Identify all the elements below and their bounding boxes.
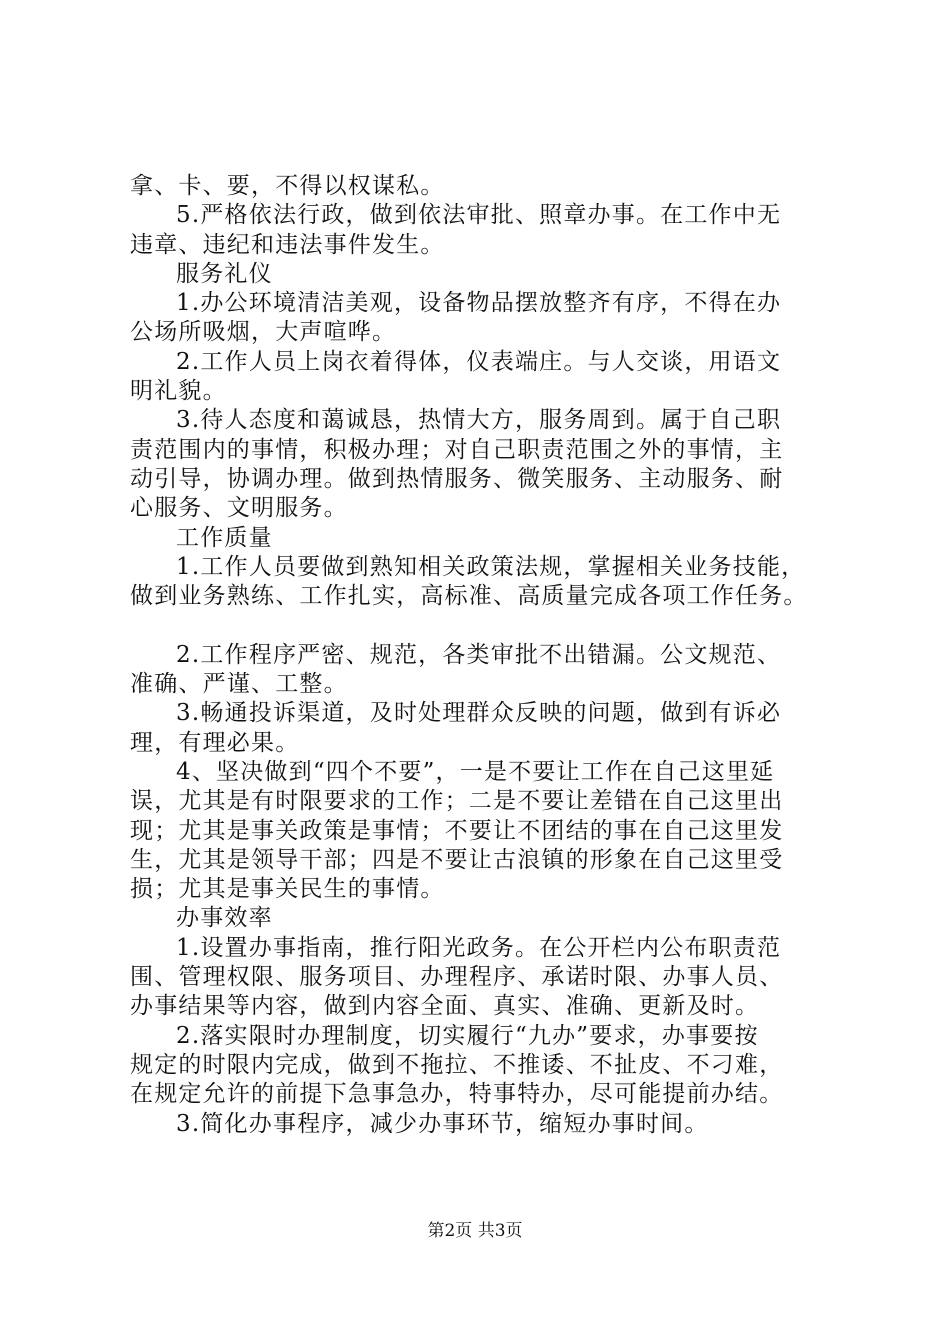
text-line: 2.工作程序严密、规范，各类审批不出错漏。公文规范、	[176, 641, 782, 668]
text-line: 1.办公环境清洁美观，设备物品摆放整齐有序，不得在办	[176, 290, 782, 317]
text-line: 明礼貌。	[130, 378, 227, 405]
text-line: 做到业务熟练、工作扎实，高标准、高质量完成各项工作任务。	[130, 583, 808, 610]
text-line: 4、坚决做到“四个不要”，一是不要让工作在自己这里延	[176, 758, 775, 785]
text-line: 拿、卡、要，不得以权谋私。	[130, 173, 445, 199]
text-line: 3.待人态度和蔼诚恳，热情大方，服务周到。属于自己职	[176, 407, 782, 434]
text-line: 3.简化办事程序，减少办事环节，缩短办事时间。	[176, 1110, 709, 1137]
text-line: 2.工作人员上岗衣着得体，仪表端庄。与人交谈，用语文	[176, 348, 782, 375]
page-number-footer: 第2页 共3页	[427, 1221, 523, 1241]
text-line: 办事效率	[176, 905, 273, 932]
text-line: 规定的时限内完成，做到不拖拉、不推诿、不扯皮、不刁难，	[130, 1051, 784, 1078]
blank-line	[130, 611, 845, 640]
text-line: 1.设置办事指南，推行阳光政务。在公开栏内公布职责范	[176, 934, 782, 961]
text-line: 围、管理权限、服务项目、办理程序、承诺时限、办事人员、	[130, 964, 784, 991]
text-line: 责范围内的事情，积极办理；对自己职责范围之外的事情，主	[130, 436, 784, 463]
text-line: 工作质量	[176, 524, 273, 551]
text-line: 动引导，协调办理。做到热情服务、微笑服务、主动服务、耐	[130, 465, 784, 492]
text-line: 3.畅通投诉渠道，及时处理群众反映的问题，做到有诉必	[176, 700, 782, 727]
text-line: 服务礼仪	[176, 260, 273, 287]
text-line: 误，尤其是有时限要求的工作；二是不要让差错在自己这里出	[130, 788, 784, 815]
text-line: 违章、违纪和违法事件发生。	[130, 231, 445, 258]
text-line: 损；尤其是事关民生的事情。	[130, 876, 445, 903]
text-line: 心服务、文明服务。	[130, 495, 348, 522]
text-line: 1.工作人员要做到熟知相关政策法规，掌握相关业务技能，	[176, 553, 806, 580]
text-line: 在规定允许的前提下急事急办，特事特办，尽可能提前办结。	[130, 1081, 784, 1108]
document-body	[130, 172, 845, 1139]
text-line: 现；尤其是事关政策是事情；不要让不团结的事在自己这里发	[130, 817, 784, 844]
text-line: 生，尤其是领导干部；四是不要让古浪镇的形象在自己这里受	[130, 846, 784, 873]
text-line: 2.落实限时办理制度，切实履行“九办”要求，办事要按	[176, 1022, 759, 1049]
text-line: 办事结果等内容，做到内容全面、真实、准确、更新及时。	[130, 993, 760, 1020]
text-line: 准确、严谨、工整。	[130, 671, 348, 698]
text-line: 理，有理必果。	[130, 729, 300, 756]
text-line: 公场所吸烟，大声喧哗。	[130, 319, 397, 346]
text-line: 5.严格依法行政，做到依法审批、照章办事。在工作中无	[176, 202, 782, 229]
